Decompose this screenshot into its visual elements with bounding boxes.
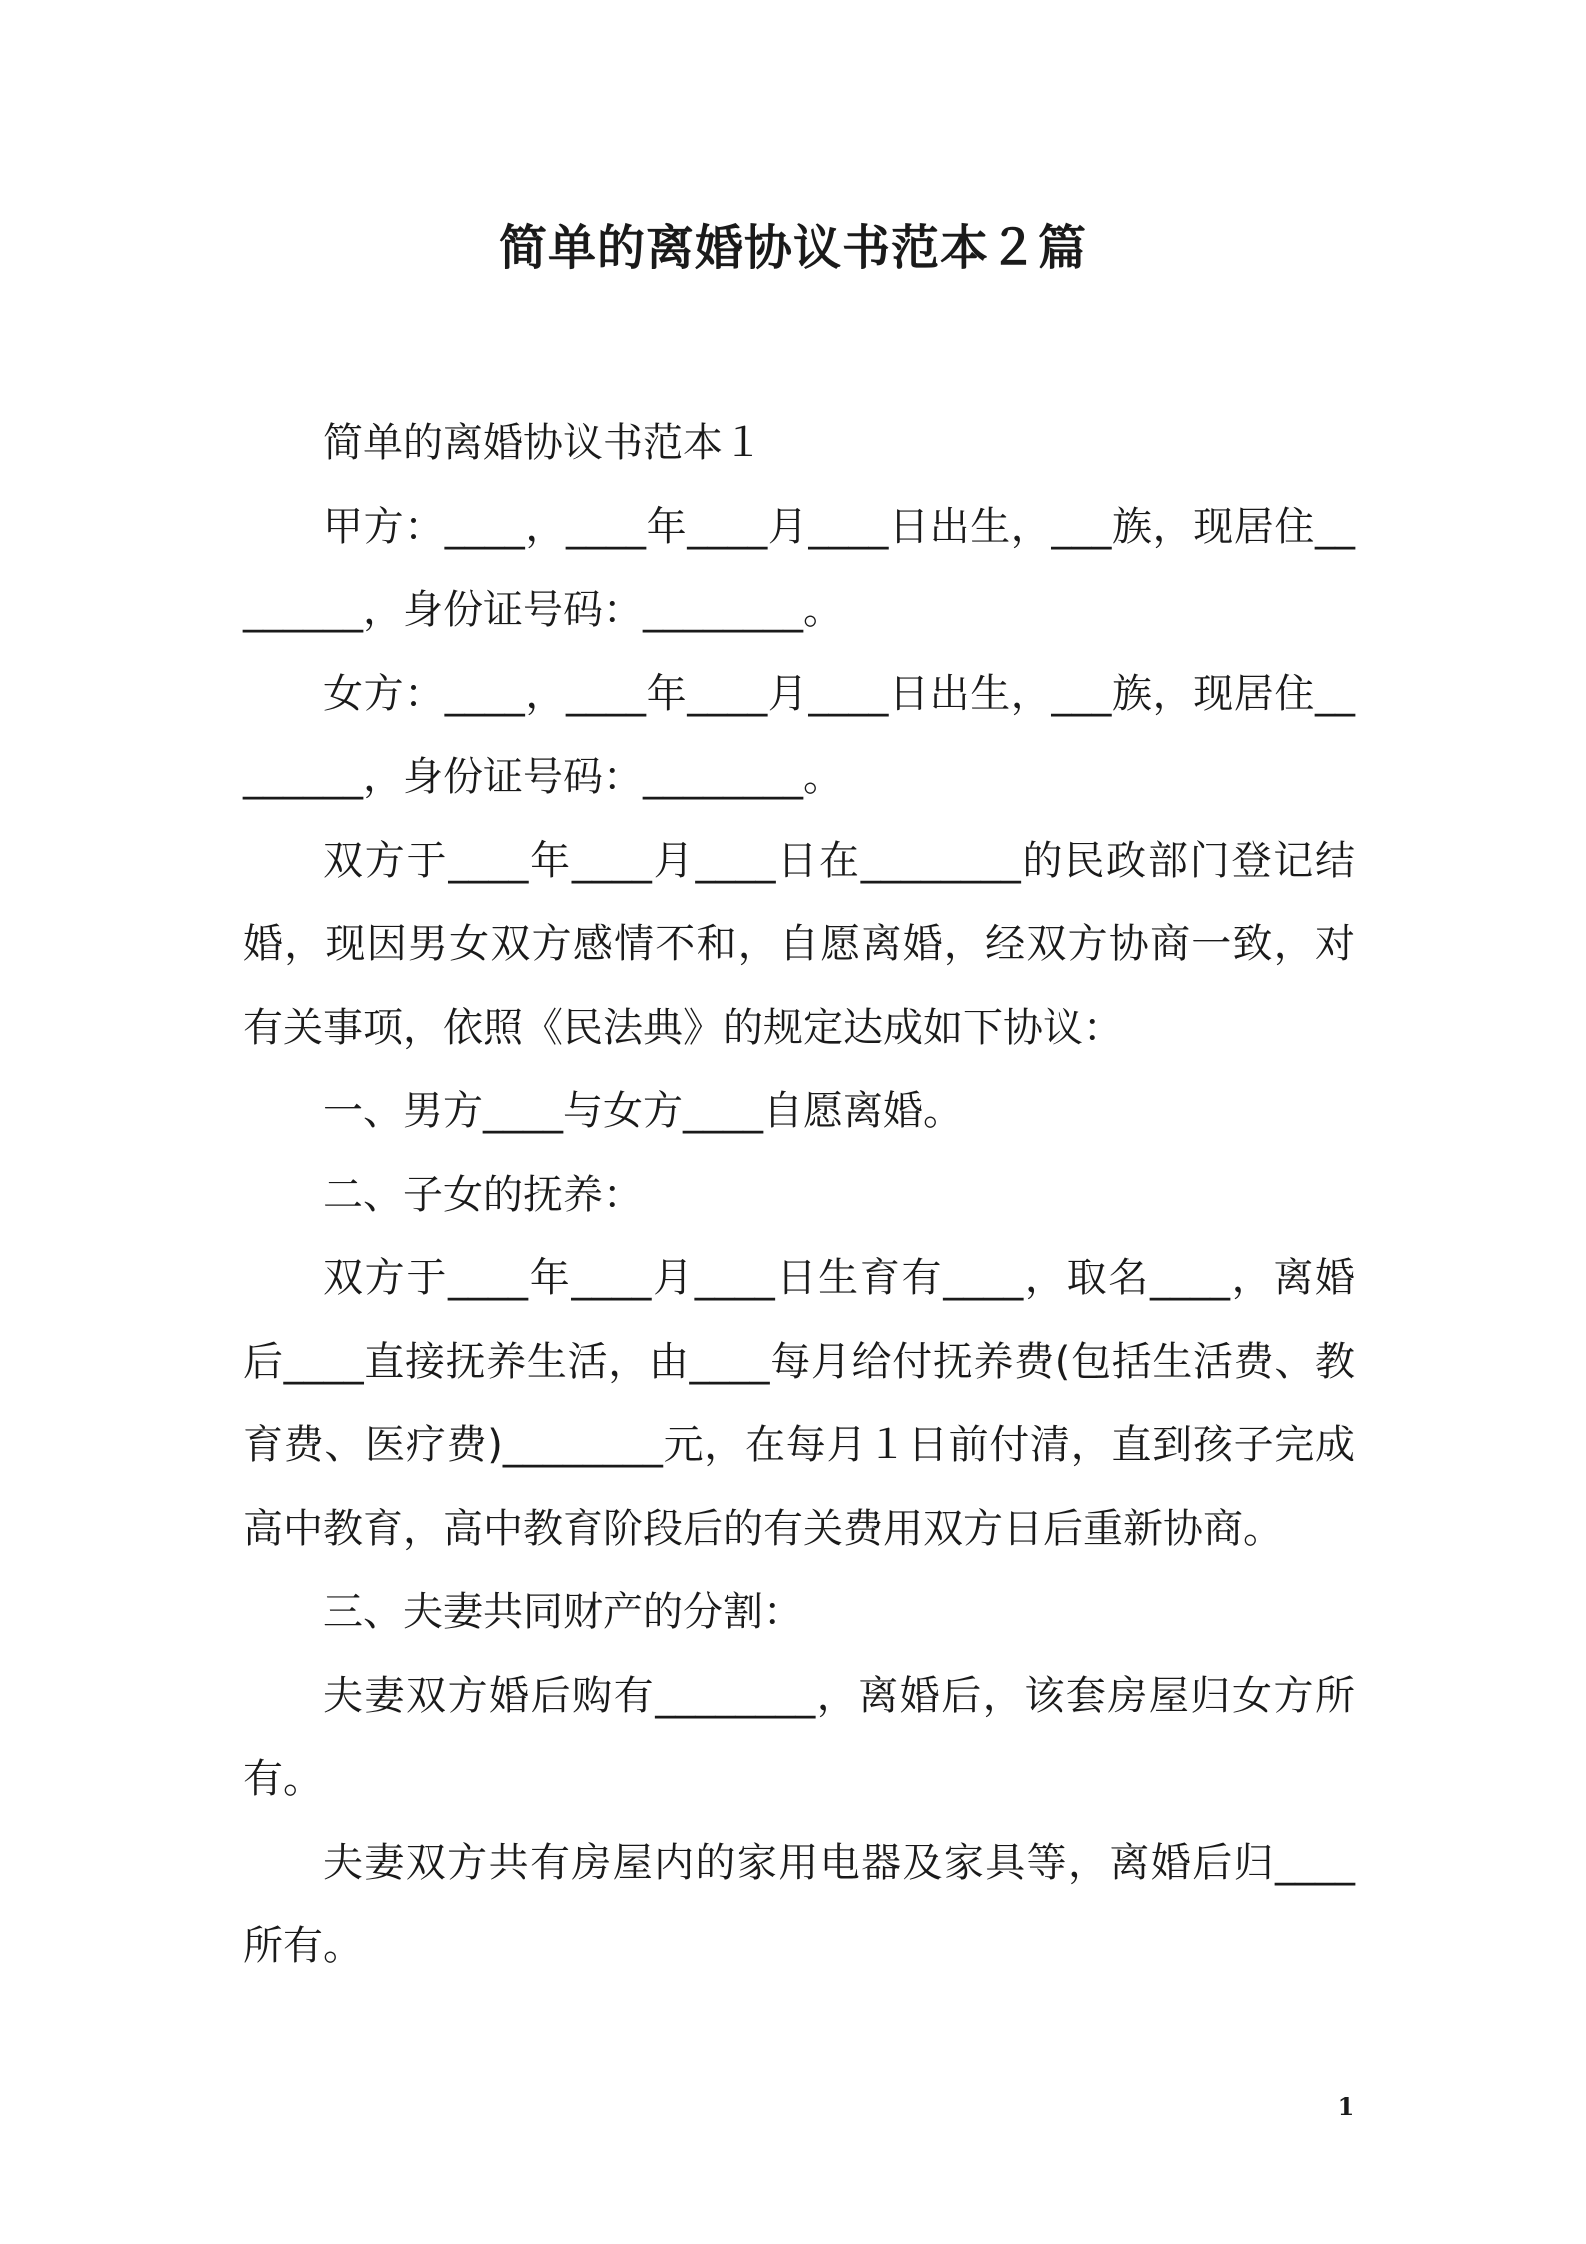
clause-2-heading-child-custody: 二、子女的抚养： <box>323 1171 643 1218</box>
marriage-background-paragraph: 双方于____年____月____日在________的民政部门登记结婚，现因男女双方感情不和，自愿离婚，经双方协商一致，对有关事项，依照《民法典》的规定达成如下协议： <box>243 837 1355 1051</box>
household-items-paragraph: 夫妻双方共有房屋内的家用电器及家具等，离婚后归____所有。 <box>243 1839 1355 1969</box>
party-a-info-paragraph: 甲方：____，____年____月____日出生，___族，现居住________，身份证号码：________。 <box>243 503 1355 633</box>
document-body <box>243 402 1355 1989</box>
section-heading-template-1: 简单的离婚协议书范本１ <box>323 420 763 466</box>
document-title: 简单的离婚协议书范本２篇 <box>498 220 1087 276</box>
clause-3-heading-property-division: 三、夫妻共同财产的分割： <box>323 1589 803 1635</box>
party-b-info-paragraph: 女方：____，____年____月____日出生，___族，现居住________，身份证号码：________。 <box>243 670 1355 800</box>
house-property-paragraph: 夫妻双方婚后购有________，离婚后，该套房屋归女方所有。 <box>243 1672 1355 1802</box>
clause-1-divorce: 一、男方____与女方____自愿离婚。 <box>323 1088 963 1134</box>
page-number: 1 <box>1337 2092 1355 2121</box>
child-custody-paragraph: 双方于____年____月____日生育有____，取名____，离婚后____直接抚养生活，由____每月给付抚养费(包括生活费、教育费、医疗费)________元，在每月１日前付清，直到孩子完成高中教育，高中教育阶段后的有关费用双方日后重新协商。 <box>243 1255 1355 1552</box>
